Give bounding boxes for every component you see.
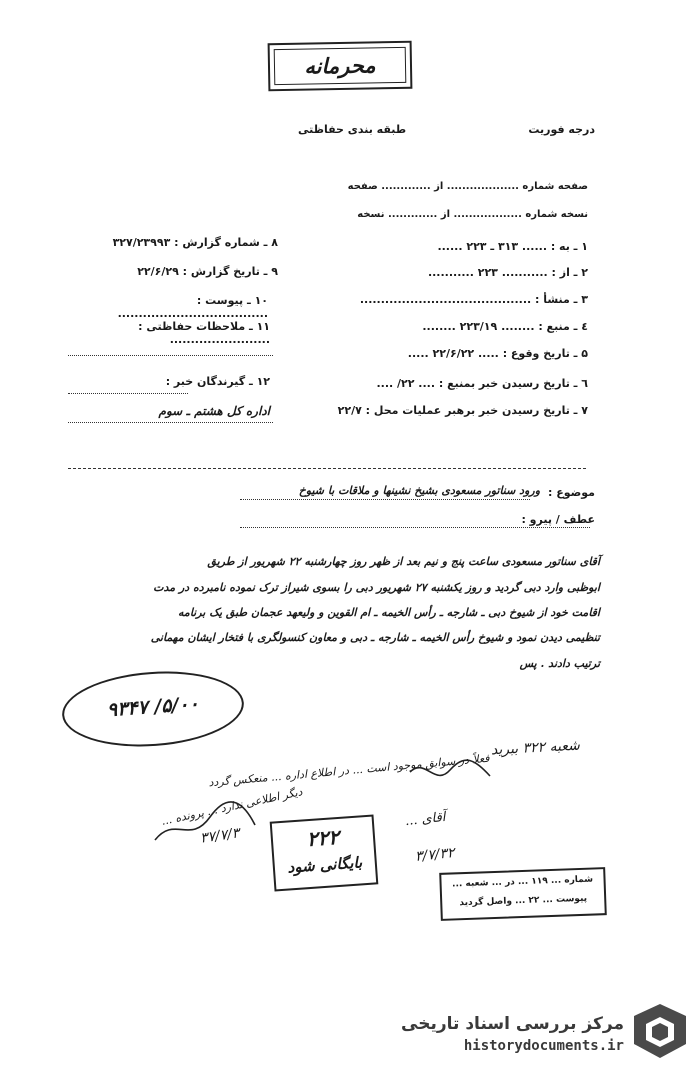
- archive-stamp: [270, 814, 379, 891]
- priority-label: درجه فوریت: [528, 123, 595, 136]
- body-line-2: ابوظبی وارد دبی گردید و روز یکشنبه ۲۷ شهریور دبی را بسوی شیراز ترک نموده نامبرده در مدت: [153, 581, 600, 594]
- report-date-field: ۹ ـ تاریخ گزارش : ۲۲/۶/۲۹: [137, 265, 278, 278]
- recipients-value: اداره کل هشتم ـ سوم: [158, 404, 270, 418]
- brand-name: مرکز بررسی اسناد تاریخی: [401, 1014, 624, 1034]
- date-occurred-field: ۵ ـ تاریخ وقوع : ..... ۲۲/۶/۲۲ .....: [407, 347, 588, 360]
- circled-number: ۹۳۴۷ /۵/۰۰: [106, 692, 200, 722]
- handwritten-note-4: ۳۷/۷/۳: [199, 825, 241, 847]
- received-stamp-line-2: پیوست ... ۲۲ ... واصل گردید: [459, 893, 588, 909]
- body-line-3: اقامت خود از شیوخ دبی ـ شارجه ـ رأس الخیمه ـ ام القوین و ولیعهد عجمان طبق یک برنامه: [178, 606, 600, 619]
- signature-scribble-2: [150, 795, 260, 855]
- classification-stamp: [268, 41, 413, 92]
- attachment-field: ۱۰ ـ پیوست : ....................................: [117, 294, 268, 320]
- archive-text: بایگانی شود: [286, 853, 363, 877]
- subject-line: [240, 499, 530, 500]
- section-divider: [68, 468, 586, 469]
- remarks-field: ۱۱ ـ ملاحظات حفاظتی : ........................: [138, 320, 270, 346]
- report-number-field: ۸ ـ شماره گزارش : ۳۲۷/۲۳۹۹۳: [112, 236, 278, 249]
- signature-scribble: [405, 752, 495, 792]
- handwritten-note-2: فعلاً در سوابق موجود است ... در اطلاع اداره ... منعکس گردد: [208, 751, 491, 790]
- received-stamp: [439, 867, 607, 921]
- archive-number: ۲۲۲: [306, 824, 340, 852]
- handwritten-note-1: شعبه ۳۲۲ ببرید: [490, 737, 581, 759]
- page-number-field: صفحه شماره ................... از ............. صفحه: [347, 181, 588, 192]
- signature-a: آقای ...: [404, 809, 447, 830]
- reference-line: [240, 527, 590, 528]
- recipients-line-2: [68, 422, 273, 423]
- origin-field: ۳ ـ منشأ : .........................................: [359, 293, 588, 306]
- classification-label: طبقه بندی حفاظتی: [298, 123, 407, 136]
- from-field: ۲ ـ از : ........... ۲۲۳ ...........: [427, 266, 588, 279]
- subject-value: ورود سناتور مسعودی بشیخ نشینها و ملاقات با شیوخ: [298, 484, 540, 497]
- handwritten-note-3: دیگر اطلاعی ندارد ... پرونده ...: [160, 785, 304, 828]
- signature-b: ۳/۷/۳۲: [414, 844, 456, 866]
- body-line-5: ترتیب دادند . پس: [519, 657, 600, 670]
- recipients-line-1: [68, 393, 188, 394]
- received-stamp-line-1: شماره ... ۱۱۹ ... در ... شعبه ...: [451, 874, 594, 890]
- circled-number-oval: [60, 666, 247, 753]
- remarks-line-2: [68, 355, 273, 356]
- to-field: ۱ ـ به : ...... ۳۱۳ ـ ۲۲۳ ......: [437, 240, 588, 253]
- brand-url[interactable]: historydocuments.ir: [463, 1038, 624, 1054]
- stamp-title: محرمانه: [304, 52, 376, 79]
- date-received-source-field: ٦ ـ تاریخ رسیدن خبر بمنبع : .... ۲۲/ ....: [376, 377, 588, 390]
- brand-logo-icon: [632, 1002, 688, 1060]
- reference-label: عطف / پیرو :: [521, 513, 595, 526]
- body-line-1: آقای سناتور مسعودی ساعت پنج و نیم بعد از ظهر روز چهارشنبه ۲۲ شهریور از طریق: [207, 555, 600, 568]
- copy-number-field: نسخه شماره .................. از ............. نسخه: [357, 209, 588, 220]
- body-line-4: تنظیمی دیدن نمود و شیوخ رأس الخیمه ـ شارجه ـ دبی و معاون کنسولگری با فتخار ایشان مهمانی: [150, 631, 600, 644]
- source-field: ٤ ـ منبع : ........ ۲۲۳/۱۹ ........: [422, 320, 588, 333]
- subject-label: موضوع :: [548, 486, 595, 499]
- date-received-ops-field: ۷ ـ تاریخ رسیدن خبر برهبر عملیات محل : ۲۲/۷: [337, 404, 588, 417]
- recipients-label: ۱۲ ـ گیرندگان خبر :: [165, 375, 270, 388]
